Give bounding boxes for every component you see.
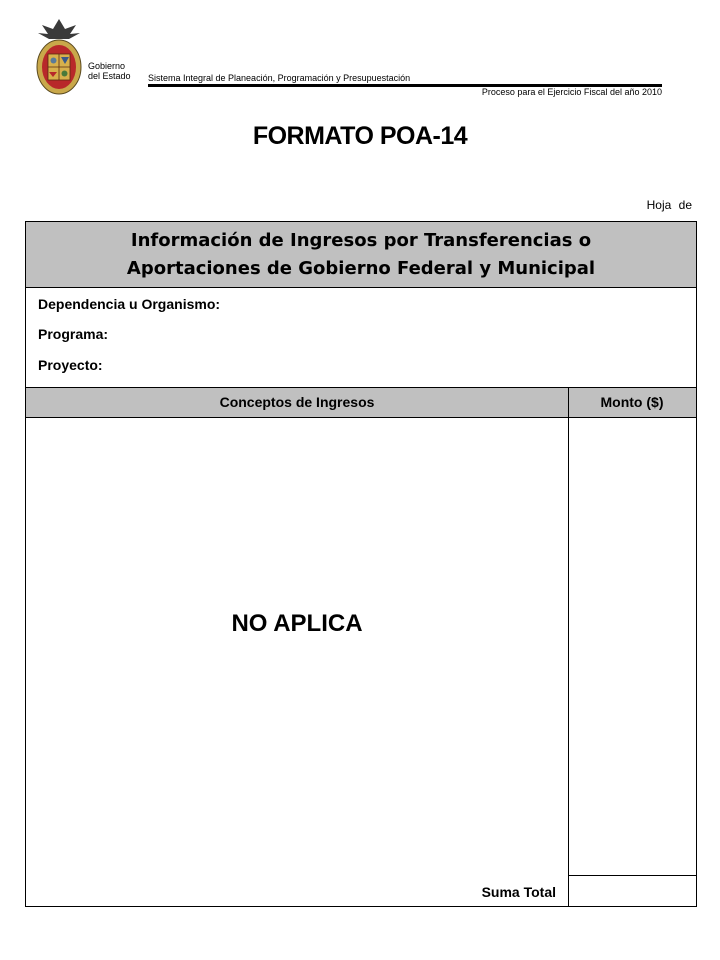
- dependencia-label: Dependencia u Organismo:: [38, 296, 221, 312]
- government-label-line1: Gobierno: [88, 61, 126, 71]
- form-title-line2: Aportaciones de Gobierno Federal y Municipal: [126, 257, 596, 279]
- format-title: FORMATO POA-14: [252, 122, 468, 150]
- process-label: Proceso para el Ejercicio Fiscal del año 2010: [481, 87, 662, 97]
- programa-label: Programa:: [38, 326, 109, 342]
- government-label-line2: del Estado: [88, 71, 131, 81]
- sheet-of-label: de: [678, 198, 692, 212]
- column-divider: [568, 387, 569, 906]
- column-header-amount: Monto ($): [600, 394, 664, 410]
- sheet-label: Hoja: [646, 198, 672, 212]
- total-cell-divider: [568, 875, 696, 876]
- sheet-indicator: [647, 198, 692, 212]
- not-applicable-text: NO APLICA: [231, 610, 363, 637]
- proyecto-label: Proyecto:: [38, 357, 103, 373]
- column-header-concepts: Conceptos de Ingresos: [219, 394, 375, 410]
- column-header-row: [26, 387, 696, 418]
- form-title-line1: Información de Ingresos por Transferencias o: [130, 229, 592, 251]
- system-name: Sistema Integral de Planeación, Programación y Presupuestación: [148, 73, 411, 83]
- total-label: Suma Total: [481, 884, 556, 900]
- form-table: [25, 221, 697, 907]
- government-label: [88, 61, 131, 81]
- form-title: [26, 222, 696, 288]
- state-seal-icon: [34, 17, 84, 95]
